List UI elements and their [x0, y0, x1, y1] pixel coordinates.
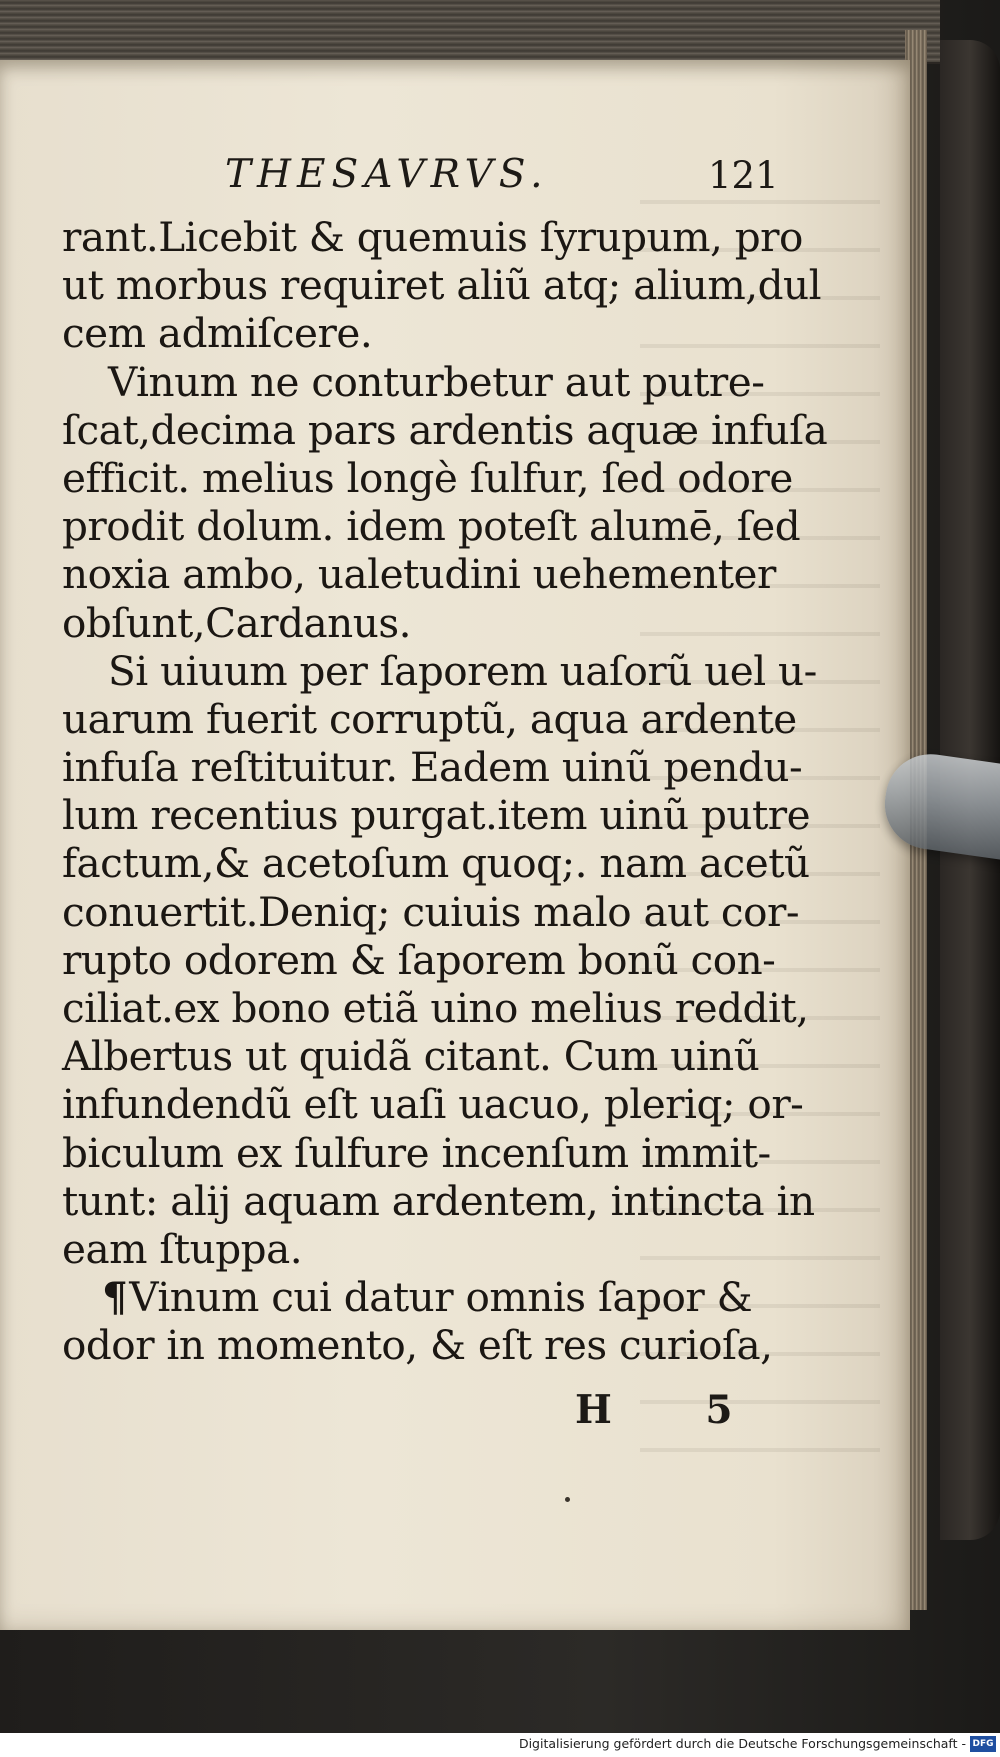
text-line: infundendũ eſt uaſi uacuo, pleriq; or- [62, 1080, 804, 1129]
text-line: prodit dolum. idem poteſt alumē, ſed [62, 502, 801, 551]
text-line: Vinum ne conturbetur aut putre- [108, 357, 765, 406]
text-line: cem admiſcere. [62, 309, 373, 358]
text-line [62, 1273, 767, 1321]
text-line: conuertit.Deniq; cuiuis malo aut cor- [62, 887, 800, 936]
text-line: rant.Licebit & quemuis ſyrupum, pro [62, 213, 803, 261]
text-line: rupto odorem & ſaporem bonũ con- [62, 935, 776, 984]
text-line: ſcat,decima pars ardentis aquæ infuſa [62, 405, 828, 454]
text-line: Albertus ut quidã citant. Cum uinũ [62, 1032, 760, 1081]
book-top-edge [0, 0, 940, 64]
text-line: eam ſtuppa. [62, 1224, 303, 1273]
text-line: ut morbus requiret aliũ atq; alium,dul [62, 261, 822, 310]
ink-speck [565, 1497, 570, 1502]
text-line: efficit. melius longè ſulfur, ſed odore [62, 453, 793, 502]
body-text [62, 213, 828, 1370]
text-line: tunt: alij aquam ardentem, intincta in [62, 1176, 815, 1225]
page-number: 121 [708, 154, 779, 197]
text-line: noxia ambo, ualetudini uehementer [62, 550, 776, 599]
funding-credit: Digitalisierung gefördert durch die Deutsche Forschungsgemeinschaft - [518, 1736, 966, 1751]
text-line: uarum fuerit corruptũ, aqua ardente [62, 694, 797, 743]
text-line: Si uiuum per ſaporem uaſorũ uel u- [108, 646, 817, 695]
text-line: obſunt,Cardanus. [62, 598, 412, 647]
signature-mark: H 5 [575, 1387, 773, 1433]
pilcrow-mark: ¶ [102, 1273, 128, 1322]
text-line: infuſa reſtituitur. Eadem uinũ pendu- [62, 743, 803, 792]
text-line: factum,& acetoſum quoq;. nam acetũ [62, 839, 810, 888]
dfg-logo: DFG [970, 1736, 996, 1752]
text-line-content: Vinum cui datur omnis ſapor & [129, 1273, 753, 1322]
text-line: lum recentius purgat.item uinũ putre [62, 791, 811, 840]
page-header [0, 152, 910, 202]
digitization-footer [0, 1733, 1000, 1757]
text-line: odor in momento, & eſt res curioſa, [62, 1321, 773, 1370]
text-line: ciliat.ex bono etiã uino melius reddit, [62, 984, 809, 1032]
running-title: THESAVRVS. [225, 152, 549, 197]
text-line: biculum ex ſulfure incenſum immit- [62, 1128, 771, 1177]
